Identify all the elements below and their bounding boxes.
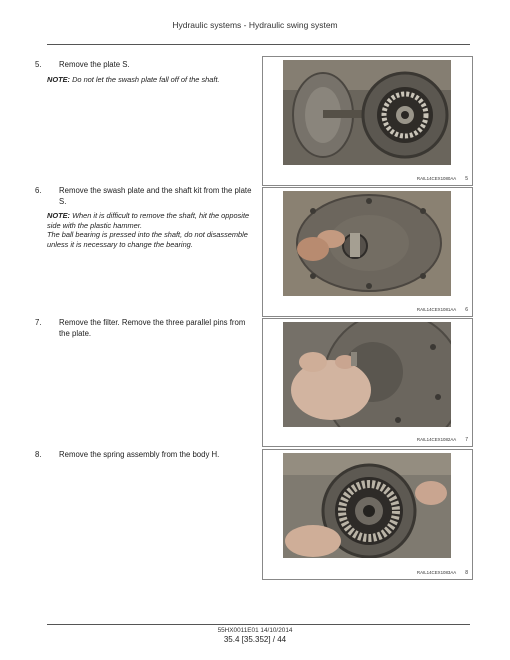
figure-number: 7 (465, 437, 468, 443)
figure-8 (262, 449, 473, 580)
figure-number: 6 (465, 307, 468, 313)
page-number: 35.4 [35.352] / 44 (223, 635, 287, 644)
footer-rule (47, 624, 470, 625)
figure-photo (283, 191, 451, 296)
document-id: 55HX0011E01 14/10/2014 (217, 627, 293, 634)
step-text: Remove the spring assembly from the body H. (59, 450, 220, 459)
figure-ref: RAIL14CEX1082AA (416, 437, 457, 442)
figure-number: 5 (465, 176, 468, 182)
step-number: 6. (35, 186, 42, 195)
step-5 (35, 60, 252, 84)
note-label: NOTE: (47, 74, 70, 84)
figure-caption (417, 307, 468, 313)
step-7 (35, 318, 252, 339)
step-text: Remove the swash plate and the shaft kit from the plate S. (59, 186, 252, 206)
figure-ref: RAIL14CEX1081AA (416, 307, 457, 312)
figure-caption (417, 176, 468, 182)
figure-7 (262, 318, 473, 447)
step-number: 8. (35, 450, 42, 459)
page-header: Hydraulic systems - Hydraulic swing system (172, 20, 338, 30)
note-text-2: The ball bearing is pressed into the shaft, do not disassemble unless it is necessary to change the bearing. (47, 230, 248, 249)
step-6 (35, 186, 252, 250)
step-note (47, 75, 252, 85)
figure-ref: RAIL14CEX1083AA (416, 570, 457, 575)
figure-ref: RAIL14CEX1080AA (416, 176, 457, 181)
figure-number: 8 (465, 570, 468, 576)
header-rule (47, 44, 470, 45)
step-note (47, 211, 252, 249)
note-label: NOTE: (47, 211, 70, 221)
note-text: Do not let the swash plate fall off of the shaft. (72, 74, 220, 84)
step-number: 7. (35, 318, 42, 327)
note-text: When it is difficult to remove the shaft, hit the opposite side with the plastic hammer. (47, 211, 250, 230)
figure-photo (283, 453, 451, 558)
step-text: Remove the plate S. (59, 60, 130, 69)
step-number: 5. (35, 60, 42, 69)
step-text: Remove the filter. Remove the three parallel pins from the plate. (59, 318, 246, 338)
figure-caption (417, 437, 468, 443)
figure-6 (262, 187, 473, 317)
figure-5 (262, 56, 473, 186)
figure-caption (417, 570, 468, 576)
figure-photo (283, 322, 451, 427)
step-8 (35, 450, 252, 461)
figure-photo (283, 60, 451, 165)
